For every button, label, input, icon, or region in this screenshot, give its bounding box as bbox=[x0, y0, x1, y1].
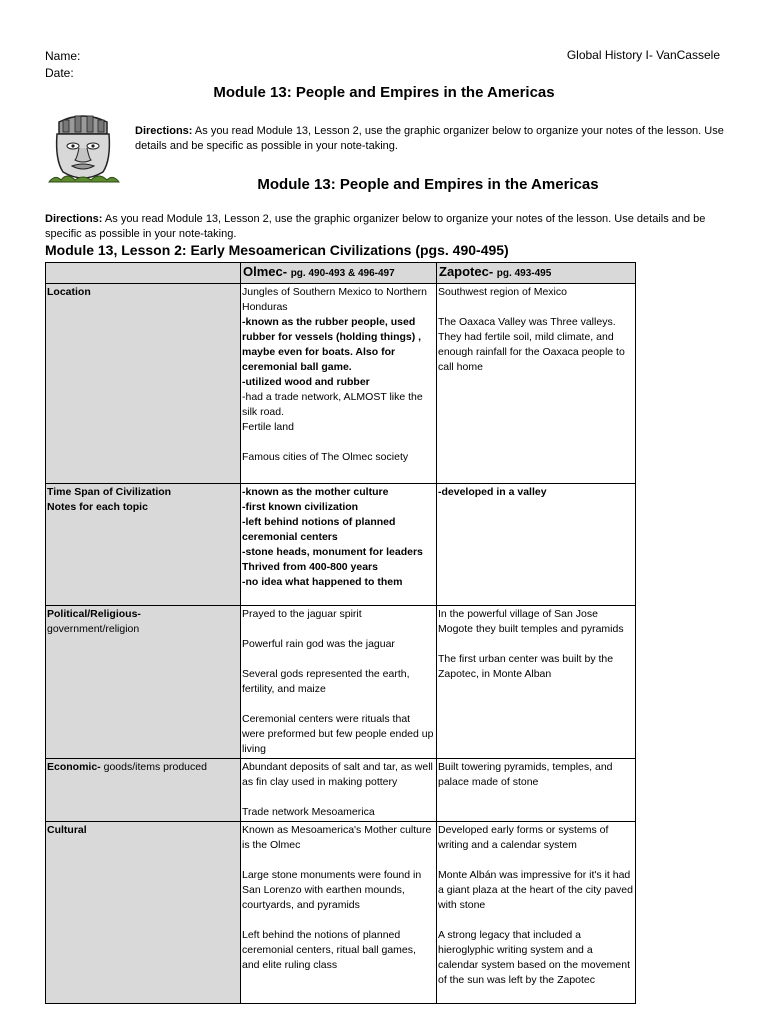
cell-note: -had a trade network, ALMOST like the silk road. bbox=[242, 391, 423, 418]
note-spacer bbox=[438, 300, 634, 315]
cell-note: Several gods represented the earth, fertility, and maize bbox=[242, 668, 410, 695]
row-label-time-span: Time Span of Civilization Notes for each topic bbox=[46, 484, 241, 606]
directions-text: As you read Module 13, Lesson 2, use the graphic organizer below to organize your notes of the lesson. Use details and be specific as possible in your note-taking. bbox=[135, 125, 724, 152]
cell-note: -stone heads, monument for leaders bbox=[242, 546, 423, 558]
cell-location-zapotec[interactable] bbox=[437, 284, 636, 484]
graphic-organizer-table bbox=[45, 262, 636, 1004]
header-blank-cell bbox=[46, 263, 241, 284]
cell-note: Developed early forms or systems of writing and a calendar system bbox=[438, 824, 609, 851]
cell-note: Jungles of Southern Mexico to Northern Honduras bbox=[242, 286, 428, 313]
cell-note: -left behind notions of planned ceremonial centers bbox=[242, 516, 396, 543]
cell-note: Thrived from 400-800 years bbox=[242, 561, 378, 573]
cell-note: The first urban center was built by the Zapotec, in Monte Alban bbox=[438, 653, 614, 680]
cell-time-span-olmec[interactable] bbox=[241, 484, 437, 606]
note-spacer bbox=[242, 435, 435, 450]
cell-note: Prayed to the jaguar spirit bbox=[242, 608, 362, 620]
cell-political-zapotec[interactable] bbox=[437, 606, 636, 759]
cell-economic-zapotec[interactable] bbox=[437, 759, 636, 822]
table-row bbox=[46, 822, 636, 1004]
column-header-zapotec: Zapotec- pg. 493-495 bbox=[437, 263, 636, 284]
note-spacer bbox=[242, 790, 435, 805]
row-label-economic: Economic- goods/items produced bbox=[46, 759, 241, 822]
name-label: Name: bbox=[45, 49, 81, 63]
cell-note: Famous cities of The Olmec society bbox=[242, 451, 409, 463]
directions bbox=[135, 124, 735, 154]
note-spacer bbox=[242, 697, 435, 712]
cell-note: -no idea what happened to them bbox=[242, 576, 403, 588]
directions-repeat-text: As you read Module 13, Lesson 2, use the graphic organizer below to organize your notes of the lesson. Use details and be specific as possible in your note-taking. bbox=[45, 213, 706, 240]
cell-note: A strong legacy that included a hieroglyphic writing system and a calendar system based on the movement of the sun was left by the Zapotec bbox=[438, 929, 631, 986]
note-spacer bbox=[438, 853, 634, 868]
cell-note: Southwest region of Mexico bbox=[438, 286, 567, 298]
cell-note: -known as the mother culture bbox=[242, 486, 389, 498]
table-row bbox=[46, 284, 636, 484]
course-label: Global History I- VanCassele bbox=[566, 48, 720, 62]
note-spacer bbox=[242, 913, 435, 928]
page-title: Module 13: People and Empires in the Americas bbox=[213, 84, 555, 101]
cell-note: Fertile land bbox=[242, 421, 294, 433]
cell-note: Known as Mesoamerica's Mother culture is the Olmec bbox=[242, 824, 432, 851]
cell-note: Powerful rain god was the jaguar bbox=[242, 638, 395, 650]
row-label-location: Location bbox=[46, 284, 241, 484]
cell-note: Monte Albán was impressive for it's it had a giant plaza at the heart of the city paved with stone bbox=[438, 869, 633, 911]
cell-economic-olmec[interactable] bbox=[241, 759, 437, 822]
table-row bbox=[46, 606, 636, 759]
note-spacer bbox=[242, 853, 435, 868]
lesson-title: Module 13, Lesson 2: Early Mesoamerican Civilizations (pgs. 490-495) bbox=[45, 242, 509, 258]
row-label-cultural: Cultural bbox=[46, 822, 241, 1004]
cell-note: Abundant deposits of salt and tar, as well as fin clay used in making pottery bbox=[242, 761, 433, 788]
table-header-row bbox=[46, 263, 636, 284]
cell-time-span-zapotec[interactable] bbox=[437, 484, 636, 606]
note-spacer bbox=[242, 622, 435, 637]
note-spacer bbox=[438, 913, 634, 928]
student-info bbox=[45, 48, 80, 82]
directions-repeat-label: Directions: bbox=[45, 213, 103, 225]
cell-note: Left behind the notions of planned ceremonial centers, ritual ball games, and elite ruling class bbox=[242, 929, 416, 971]
cell-note: -known as the rubber people, used rubber for vessels (holding things) , maybe even for boats. Also for ceremonial ball game. bbox=[242, 316, 422, 373]
cell-note: Large stone monuments were found in San Lorenzo with earthen mounds, courtyards, and pyramids bbox=[242, 869, 422, 911]
date-label: Date: bbox=[45, 66, 74, 80]
note-spacer bbox=[242, 652, 435, 667]
cell-cultural-olmec[interactable] bbox=[241, 822, 437, 1004]
cell-note: Ceremonial centers were rituals that were preformed but few people ended up living bbox=[242, 713, 434, 755]
cell-note: Built towering pyramids, temples, and palace made of stone bbox=[438, 761, 613, 788]
directions-label: Directions: bbox=[135, 125, 193, 137]
cell-note: -utilized wood and rubber bbox=[242, 376, 370, 388]
cell-note: In the powerful village of San Jose Mogote they built temples and pyramids bbox=[438, 608, 624, 635]
column-header-olmec: Olmec- pg. 490-493 & 496-497 bbox=[241, 263, 437, 284]
cell-note: The Oaxaca Valley was Three valleys. They had fertile soil, mild climate, and enough rainfall for the Oaxaca people to call home bbox=[438, 316, 625, 373]
row-label-political: Political/Religious- government/religion bbox=[46, 606, 241, 759]
cell-note: -first known civilization bbox=[242, 501, 359, 513]
table-row bbox=[46, 759, 636, 822]
cell-cultural-zapotec[interactable] bbox=[437, 822, 636, 1004]
note-spacer bbox=[438, 637, 634, 652]
page-title-repeat: Module 13: People and Empires in the Americas bbox=[257, 176, 599, 193]
cell-note: Trade network Mesoamerica bbox=[242, 806, 375, 818]
cell-political-olmec[interactable] bbox=[241, 606, 437, 759]
cell-location-olmec[interactable] bbox=[241, 284, 437, 484]
table-row bbox=[46, 484, 636, 606]
cell-note: -developed in a valley bbox=[438, 486, 547, 498]
directions-repeat bbox=[45, 212, 725, 242]
